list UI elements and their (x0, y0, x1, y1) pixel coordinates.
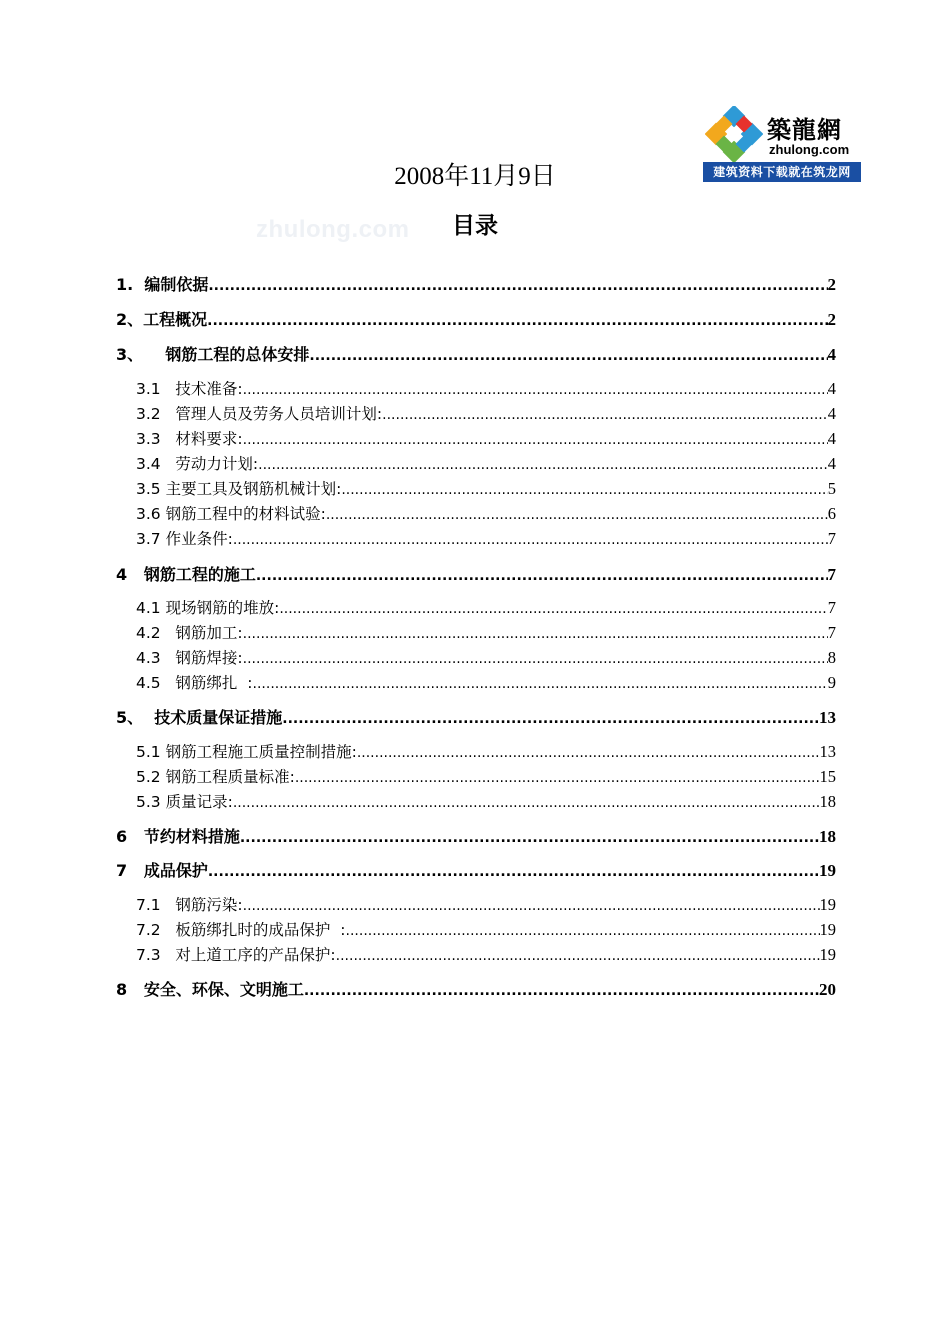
toc-entry-label: 3.2 管理人员及劳务人员培训计划: (136, 405, 383, 423)
toc-leader-dots (346, 923, 820, 939)
toc-entry-subsection[interactable] (136, 377, 836, 399)
toc-entry-subsection[interactable] (136, 402, 836, 424)
toc-entry-label: 4.3 钢筋焊接: (136, 649, 243, 667)
toc-leader-dots (208, 864, 819, 880)
toc-entry-page: 15 (819, 767, 836, 786)
toc-entry-label: 7 成品保护 (116, 861, 208, 880)
toc-leader-dots (243, 651, 828, 667)
toc-leader-dots (336, 948, 820, 964)
toc-entry-page: 13 (819, 742, 836, 761)
toc-leader-dots (304, 983, 819, 999)
toc-entry-label: 3.4 劳动力计划: (136, 455, 259, 473)
toc-entry-subsection[interactable] (136, 646, 836, 668)
toc-entry-page: 5 (827, 479, 836, 498)
toc-leader-dots (233, 795, 820, 811)
toc-entry-label: 6 节约材料措施 (116, 827, 240, 846)
toc-entry-section[interactable] (116, 858, 836, 881)
toc-entry-label: 7.1 钢筋污染: (136, 896, 243, 914)
toc-entry-label: 3.5 主要工具及钢筋机械计划: (136, 480, 342, 498)
toc-entry-subsection[interactable] (136, 621, 836, 643)
toc-entry-subsection[interactable] (136, 671, 836, 693)
toc-entry-label: 3.1 技术准备: (136, 380, 243, 398)
toc-entry-page: 7 (827, 623, 836, 642)
toc-entry-page: 13 (819, 708, 836, 727)
toc-entry-subsection[interactable] (136, 452, 836, 474)
toc-entry-label: 3.6 钢筋工程中的材料试验: (136, 505, 326, 523)
toc-entry-page: 19 (819, 861, 836, 880)
toc-entry-label: 4 钢筋工程的施工 (116, 565, 256, 584)
toc-entry-label: 3、 钢筋工程的总体安排 (116, 345, 310, 364)
toc-entry-label: 8 安全、环保、文明施工 (116, 980, 304, 999)
toc-entry-section[interactable] (116, 977, 836, 1000)
toc-leader-dots (279, 601, 827, 617)
toc-entry-page: 18 (819, 792, 836, 811)
toc-entry-subsection[interactable] (136, 943, 836, 965)
toc-entry-page: 4 (827, 454, 836, 473)
toc-entry-subsection[interactable] (136, 477, 836, 499)
toc-entry-subsection[interactable] (136, 740, 836, 762)
toc-entry-page: 7 (827, 598, 836, 617)
toc-entry-label: 3.3 材料要求: (136, 430, 243, 448)
toc-entry-label: 7.3 对上道工序的产品保护: (136, 946, 336, 964)
toc-entry-page: 4 (827, 404, 836, 423)
toc-entry-page: 9 (827, 673, 836, 692)
toc-entry-label: 4.5 钢筋绑扎 : (136, 674, 253, 692)
logo-site: zhulong.com (769, 142, 850, 157)
toc-leader-dots (256, 568, 828, 584)
toc-entry-page: 18 (819, 827, 836, 846)
watermark: zhulong.com (256, 216, 410, 243)
toc-entry-section[interactable] (116, 824, 836, 847)
toc-entry-page: 4 (827, 429, 836, 448)
toc-leader-dots (282, 711, 819, 727)
toc-entry-page: 19 (819, 920, 836, 939)
toc-entry-subsection[interactable] (136, 596, 836, 618)
logo-slogan: 建筑资料下载就在筑龙网 (703, 162, 861, 182)
toc-entry-label: 3.7 作业条件: (136, 530, 233, 548)
toc-entry-section[interactable] (116, 562, 836, 585)
toc-leader-dots (357, 745, 820, 761)
toc-leader-dots (243, 626, 828, 642)
toc-entry-subsection[interactable] (136, 918, 836, 940)
toc-entry-page: 8 (827, 648, 836, 667)
toc-entry-page: 2 (827, 310, 836, 329)
toc-title: 目录 (452, 213, 498, 239)
toc-entry-subsection[interactable] (136, 893, 836, 915)
toc-leader-dots (243, 898, 820, 914)
toc-leader-dots (341, 482, 827, 498)
toc-entry-section[interactable] (116, 705, 836, 728)
toc-entry-subsection[interactable] (136, 790, 836, 812)
toc-entry-label: 4.1 现场钢筋的堆放: (136, 599, 280, 617)
toc-leader-dots (253, 676, 828, 692)
toc-leader-dots (243, 382, 828, 398)
toc-leader-dots (258, 457, 828, 473)
toc-leader-dots (243, 432, 828, 448)
toc-entry-label: 4.2 钢筋加工: (136, 624, 243, 642)
toc-entry-label: 2、工程概况 (116, 310, 208, 329)
toc-entry-label: 5.2 钢筋工程质量标准: (136, 768, 295, 786)
toc-leader-dots (382, 407, 828, 423)
toc-leader-dots (240, 830, 819, 846)
toc-leader-dots (207, 313, 827, 329)
toc-entry-subsection[interactable] (136, 502, 836, 524)
toc-entry-page: 2 (827, 275, 836, 294)
toc-entry-subsection[interactable] (136, 765, 836, 787)
toc-entry-page: 19 (819, 945, 836, 964)
toc-leader-dots (326, 507, 828, 523)
toc-entry-page: 4 (827, 379, 836, 398)
toc-entry-label: 5.3 质量记录: (136, 793, 233, 811)
toc-entry-label: 5.1 钢筋工程施工质量控制措施: (136, 743, 357, 761)
toc-entry-section[interactable] (116, 272, 836, 295)
logo-name-cn: 築龍網 (767, 115, 842, 144)
toc-entry-label: 5、 技术质量保证措施 (116, 708, 283, 727)
toc-leader-dots (309, 348, 827, 364)
toc-entry-section[interactable] (116, 307, 836, 330)
toc-entry-subsection[interactable] (136, 427, 836, 449)
toc-leader-dots (208, 278, 827, 294)
toc-entry-page: 6 (827, 504, 836, 523)
toc-entry-label: 1. 编制依据 (116, 275, 209, 294)
toc-entry-subsection[interactable] (136, 527, 836, 549)
toc-entry-page: 7 (827, 529, 836, 548)
toc-entry-label: 7.2 板筋绑扎时的成品保护 : (136, 921, 346, 939)
toc-entry-section[interactable] (116, 342, 836, 365)
toc-entry-page: 20 (819, 980, 836, 999)
toc-leader-dots (295, 770, 820, 786)
toc-entry-page: 19 (819, 895, 836, 914)
toc-entry-page: 7 (827, 565, 836, 584)
toc-leader-dots (233, 532, 828, 548)
toc-entry-page: 4 (827, 345, 836, 364)
document-date: 2008年11月9日 (394, 163, 556, 190)
